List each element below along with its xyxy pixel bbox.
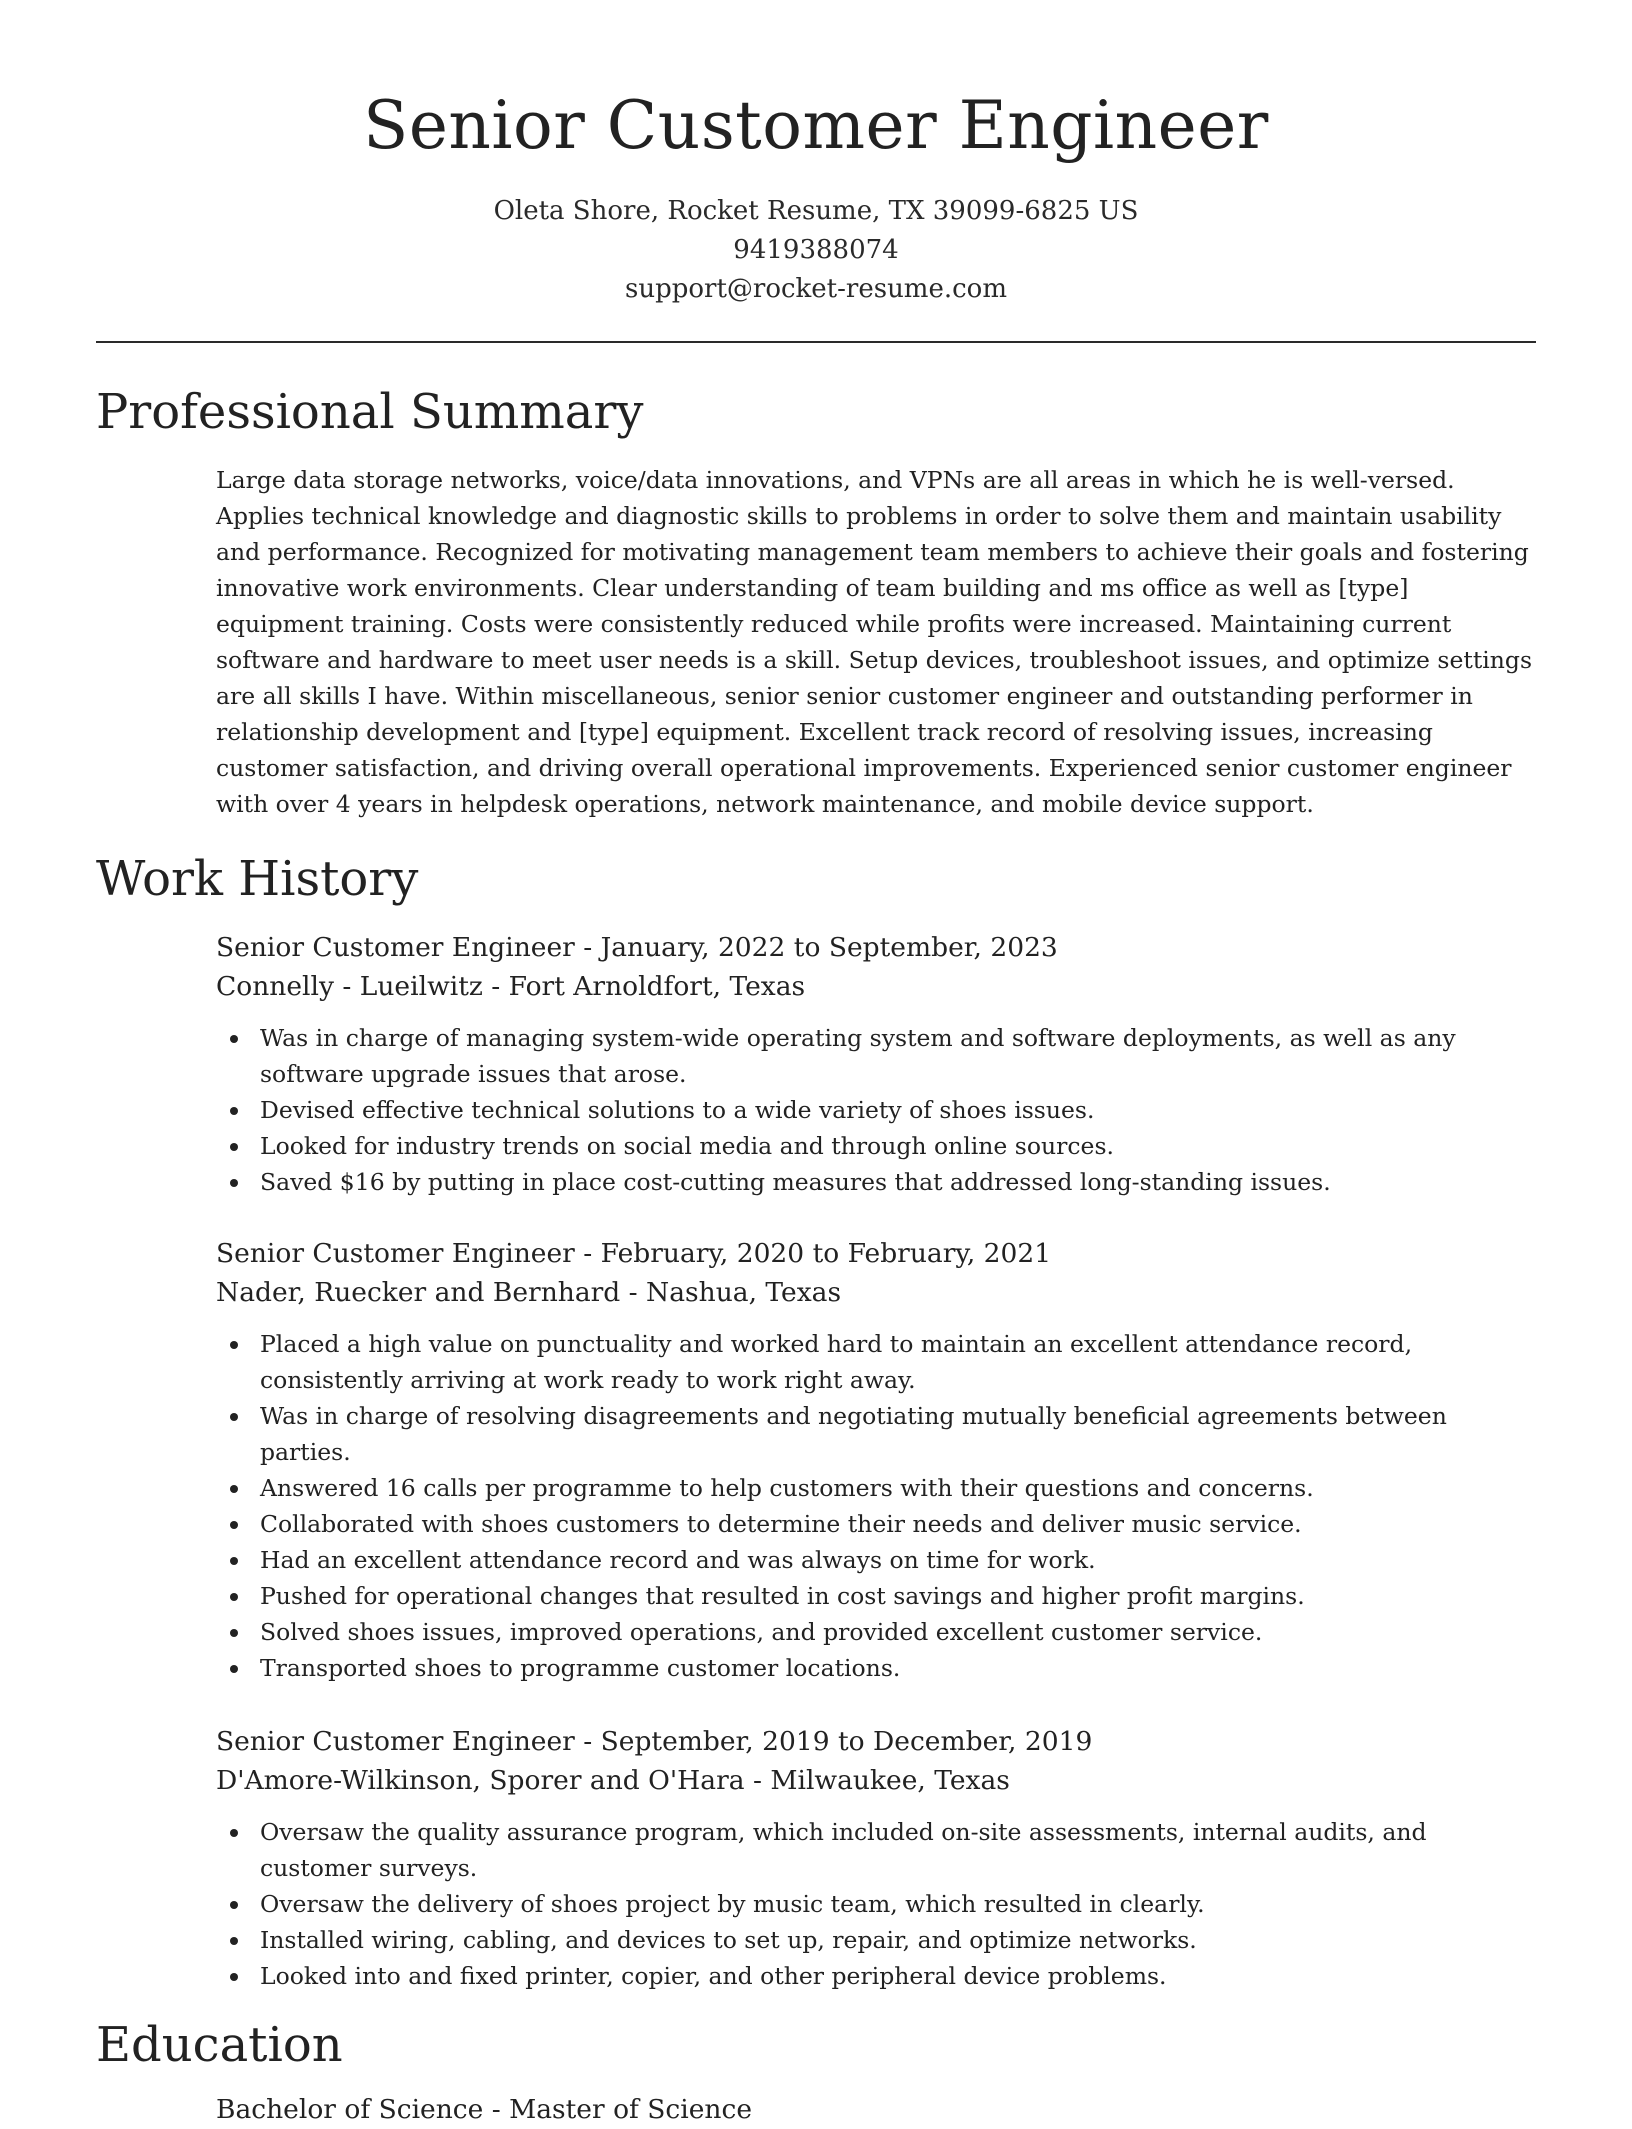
work-history-heading: Work History bbox=[96, 851, 419, 907]
job-bullet: Transported shoes to programme customer locations. bbox=[260, 1650, 1536, 1686]
job-bullet: Oversaw the quality assurance program, which included on-site assessments, internal audits, and customer surveys. bbox=[260, 1814, 1536, 1886]
job-company-location: Nader, Ruecker and Bernhard - Nashua, Texas bbox=[216, 1277, 842, 1308]
job-bullet: Was in charge of resolving disagreements and negotiating mutually beneficial agreements between parties. bbox=[260, 1398, 1536, 1470]
job-bullet-list bbox=[216, 1326, 1536, 1686]
contact-address: Oleta Shore, Rocket Resume, TX 39099-6825 US bbox=[493, 196, 1139, 226]
job-bullet: Looked for industry trends on social media and through online sources. bbox=[260, 1128, 1536, 1164]
job-entry bbox=[216, 928, 1536, 1200]
job-bullet: Had an excellent attendance record and was always on time for work. bbox=[260, 1542, 1536, 1578]
job-bullet: Devised effective technical solutions to a wide variety of shoes issues. bbox=[260, 1092, 1536, 1128]
job-bullet: Oversaw the delivery of shoes project by music team, which resulted in clearly. bbox=[260, 1886, 1536, 1922]
job-title-dates: Senior Customer Engineer - January, 2022 to September, 2023 bbox=[216, 932, 1058, 963]
contact-phone: 9419388074 bbox=[733, 235, 899, 265]
job-company-location: D'Amore-Wilkinson, Sporer and O'Hara - Milwaukee, Texas bbox=[216, 1765, 1010, 1796]
job-title-dates: Senior Customer Engineer - September, 2019 to December, 2019 bbox=[216, 1726, 1093, 1757]
job-bullet-list bbox=[216, 1020, 1536, 1200]
job-bullet: Answered 16 calls per programme to help customers with their questions and concerns. bbox=[260, 1470, 1536, 1506]
job-bullet: Installed wiring, cabling, and devices to set up, repair, and optimize networks. bbox=[260, 1922, 1536, 1958]
job-bullet: Looked into and fixed printer, copier, and other peripheral device problems. bbox=[260, 1958, 1536, 1994]
summary-text: Large data storage networks, voice/data innovations, and VPNs are all areas in which he is well-versed. Applies technical knowledge and diagnostic skills to problems in order to solve them and maintain usability and performance. Recognized for motivating management team members to achieve their goals and fostering innovative work environments. Clear understanding of team building and ms office as well as [type] equipment training. Costs were consistently reduced while profits were increased. Maintaining current software and hardware to meet user needs is a skill. Setup devices, troubleshoot issues, and optimize settings are all skills I have. Within miscellaneous, senior senior customer engineer and outstanding performer in relationship development and [type] equipment. Excellent track record of resolving issues, increasing customer satisfaction, and driving overall operational improvements. Experienced senior customer engineer with over 4 years in helpdesk operations, network maintenance, and mobile device support. bbox=[216, 466, 1533, 818]
job-company-location: Connelly - Lueilwitz - Fort Arnoldfort, Texas bbox=[216, 971, 806, 1002]
job-bullet: Pushed for operational changes that resulted in cost savings and higher profit margins. bbox=[260, 1578, 1536, 1614]
contact-info bbox=[96, 192, 1536, 309]
summary-heading: Professional Summary bbox=[96, 384, 644, 440]
job-bullet: Saved $16 by putting in place cost-cutting measures that addressed long-standing issues. bbox=[260, 1164, 1536, 1200]
header-divider bbox=[96, 341, 1536, 343]
job-entry bbox=[216, 1234, 1536, 1686]
job-bullet: Collaborated with shoes customers to determine their needs and deliver music service. bbox=[260, 1506, 1536, 1542]
job-bullet: Placed a high value on punctuality and worked hard to maintain an excellent attendance record, consistently arriving at work ready to work right away. bbox=[260, 1326, 1536, 1398]
job-bullet: Solved shoes issues, improved operations, and provided excellent customer service. bbox=[260, 1614, 1536, 1650]
education-degree: Bachelor of Science - Master of Science bbox=[216, 2094, 753, 2125]
job-bullet: Was in charge of managing system-wide operating system and software deployments, as well as any software upgrade issues that arose. bbox=[260, 1020, 1536, 1092]
job-bullet-list bbox=[216, 1814, 1536, 1994]
job-title-dates: Senior Customer Engineer - February, 2020 to February, 2021 bbox=[216, 1238, 1052, 1269]
education-heading: Education bbox=[96, 2017, 343, 2073]
contact-email: support@rocket-resume.com bbox=[624, 274, 1007, 304]
resume-title: Senior Customer Engineer bbox=[363, 87, 1269, 164]
job-entry bbox=[216, 1722, 1536, 1994]
